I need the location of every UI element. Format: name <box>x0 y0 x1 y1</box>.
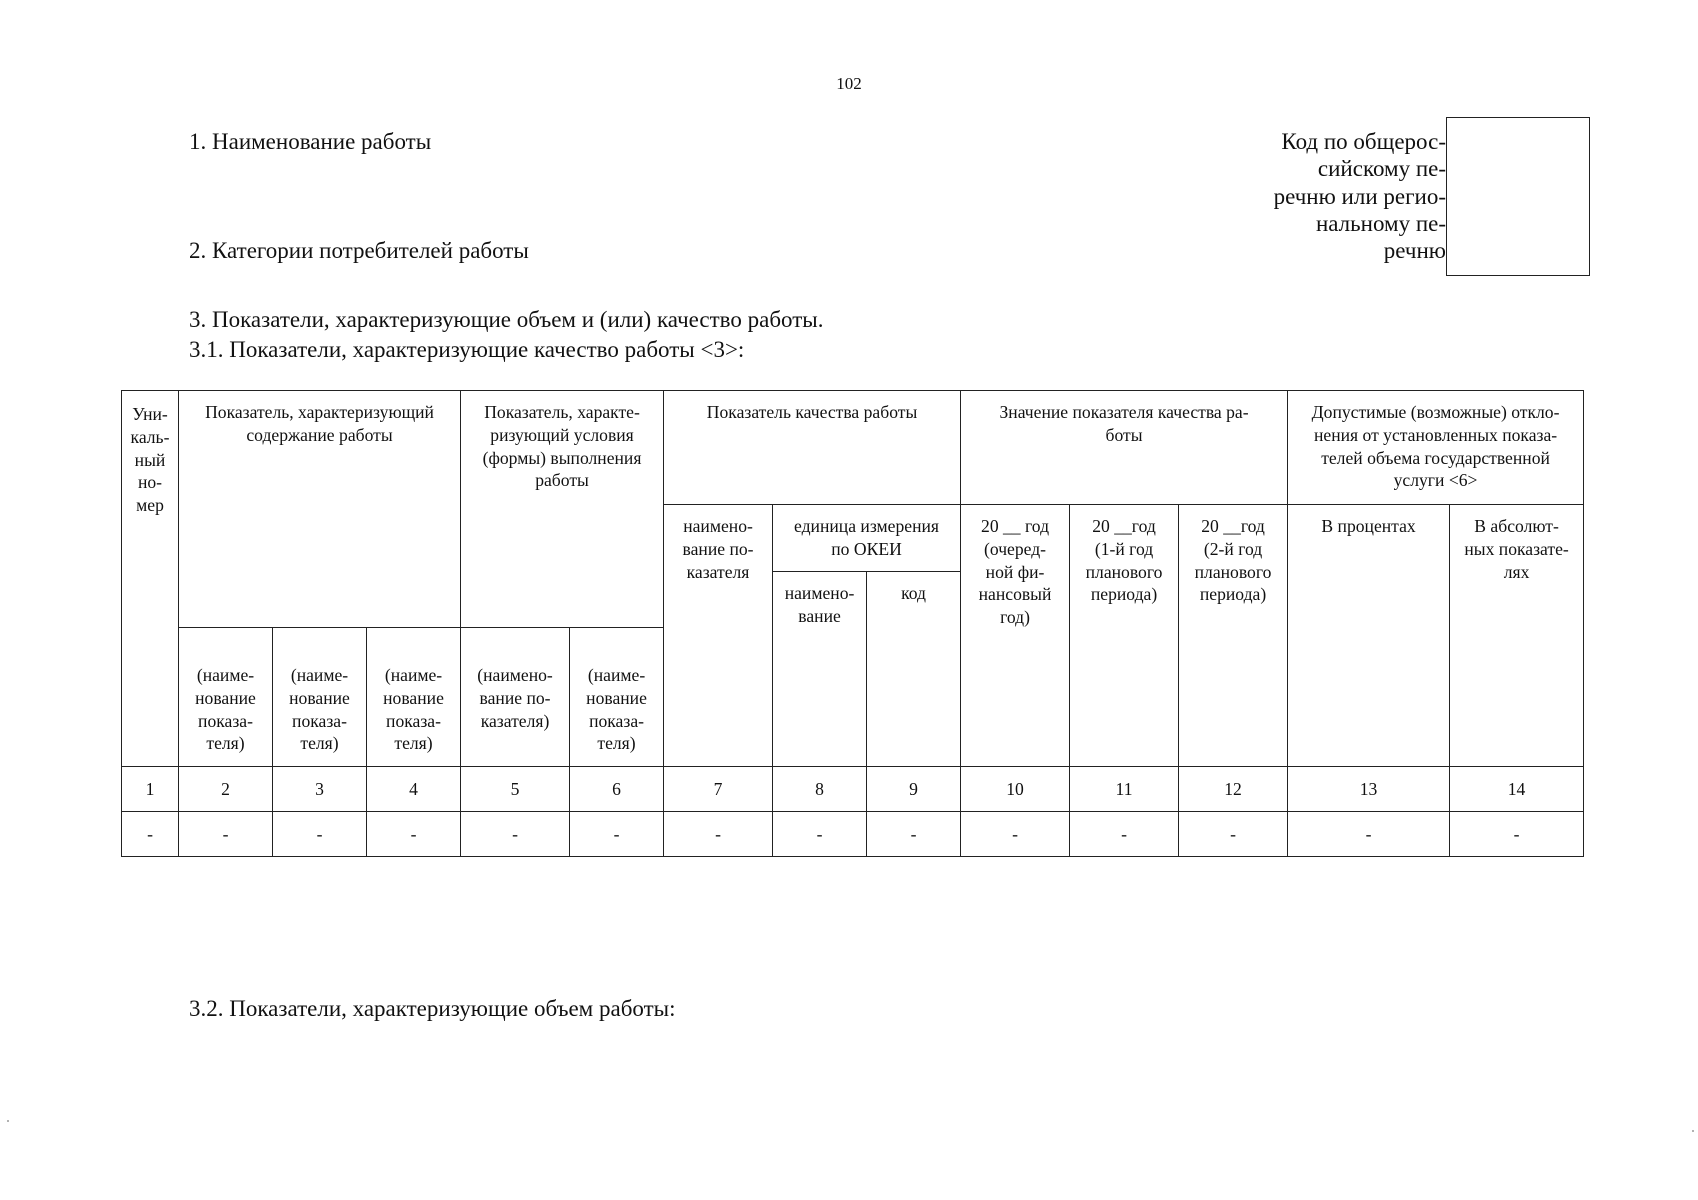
column-number: 1 <box>122 767 179 812</box>
header-year-plan-2: 20 __год (2-й год планового периода) <box>1179 505 1288 767</box>
column-number: 5 <box>461 767 570 812</box>
column-number: 13 <box>1288 767 1450 812</box>
table-cell: - <box>461 812 570 857</box>
column-number-row <box>122 767 1584 812</box>
column-number: 3 <box>273 767 367 812</box>
table-cell: - <box>367 812 461 857</box>
header-indicator-name: наимено- вание по- казателя <box>664 505 773 767</box>
table-cell: - <box>1288 812 1450 857</box>
scan-speck <box>1692 1130 1694 1132</box>
section-quality-indicators: 3.1. Показатели, характеризующие качество работы <3>: <box>189 337 745 362</box>
header-sub-col-2: (наиме- нование показа- теля) <box>179 628 273 767</box>
table-cell: - <box>179 812 273 857</box>
header-sub-col-6: (наиме- нование показа- теля) <box>570 628 664 767</box>
table-cell: - <box>570 812 664 857</box>
table-cell: - <box>273 812 367 857</box>
section-volume-quality: 3. Показатели, характеризующие объем и (или) качество работы. <box>189 307 824 332</box>
header-content-indicator: Показатель, характеризующий содержание работы <box>179 391 461 628</box>
table-cell: - <box>664 812 773 857</box>
table-cell: - <box>122 812 179 857</box>
column-number: 7 <box>664 767 773 812</box>
table-cell: - <box>961 812 1070 857</box>
table-cell: - <box>867 812 961 857</box>
column-number: 10 <box>961 767 1070 812</box>
header-allowed-deviations: Допустимые (возможные) откло- нения от установленных показа- телей объема государственной услуги <6> <box>1288 391 1584 505</box>
column-number: 9 <box>867 767 961 812</box>
table-cell: - <box>773 812 867 857</box>
header-unique-number: Уни- каль- ный но- мер <box>122 391 179 767</box>
column-number: 8 <box>773 767 867 812</box>
header-quality-value: Значение показателя качества ра- боты <box>961 391 1288 505</box>
column-number: 4 <box>367 767 461 812</box>
table-cell: - <box>1179 812 1288 857</box>
header-conditions-indicator: Показатель, характе- ризующий условия (формы) выполнения работы <box>461 391 664 628</box>
quality-indicators-table <box>121 390 1584 857</box>
table-row <box>122 812 1584 857</box>
section-consumer-categories: 2. Категории потребителей работы <box>189 238 529 263</box>
header-year-next: 20 __ год (очеред- ной фи- нансовый год) <box>961 505 1070 767</box>
header-sub-col-5: (наимено- вание по- казателя) <box>461 628 570 767</box>
column-number: 11 <box>1070 767 1179 812</box>
header-okei-name: наимено- вание <box>773 572 867 767</box>
header-year-plan-1: 20 __год (1-й год планового периода) <box>1070 505 1179 767</box>
table-cell: - <box>1070 812 1179 857</box>
header-okei-code: код <box>867 572 961 767</box>
table-cell: - <box>1450 812 1584 857</box>
page-number: 102 <box>836 74 862 93</box>
registry-code-box <box>1446 117 1590 276</box>
header-okei-unit: единица измерения по ОКЕИ <box>773 505 961 572</box>
section-volume-indicators: 3.2. Показатели, характеризующие объем работы: <box>189 996 676 1021</box>
header-in-percent: В процентах <box>1288 505 1450 767</box>
header-sub-col-3: (наиме- нование показа- теля) <box>273 628 367 767</box>
scan-speck <box>7 1120 9 1122</box>
column-number: 2 <box>179 767 273 812</box>
column-number: 12 <box>1179 767 1288 812</box>
registry-code-label: Код по общерос- сийскому пе- речню или регио- нальному пе- речню <box>1273 129 1446 264</box>
header-in-absolute: В абсолют- ных показате- лях <box>1450 505 1584 767</box>
section-work-name: 1. Наименование работы <box>189 129 432 154</box>
column-number: 14 <box>1450 767 1584 812</box>
header-quality-indicator: Показатель качества работы <box>664 391 961 505</box>
header-sub-col-4: (наиме- нование показа- теля) <box>367 628 461 767</box>
column-number: 6 <box>570 767 664 812</box>
